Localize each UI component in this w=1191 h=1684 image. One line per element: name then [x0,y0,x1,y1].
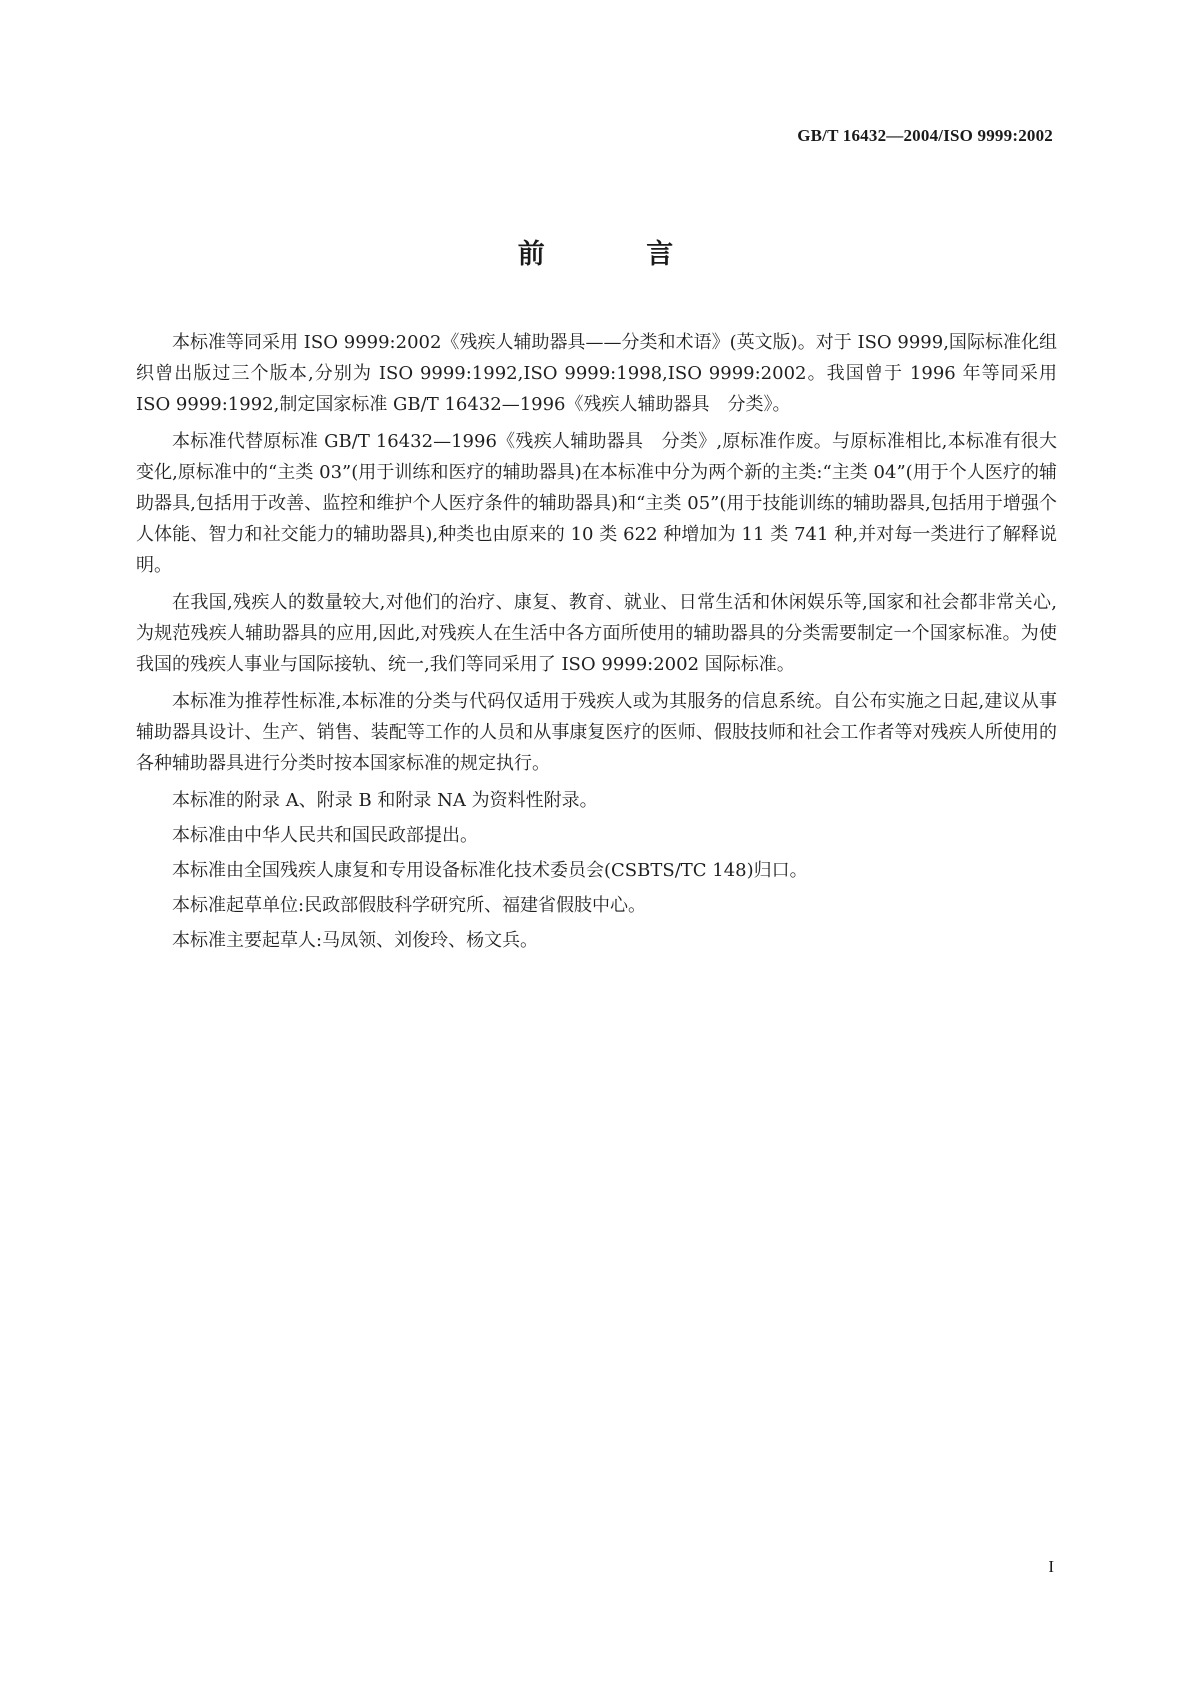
paragraph-adoption: 本标准等同采用 ISO 9999:2002《残疾人辅助器具——分类和术语》(英文版)。对于 ISO 9999,国际标准化组织曾出版过三个版本,分别为 ISO 9999:1992,ISO 9999:1998,ISO 9999:2002。我国曾于 1996 年等同采用 ISO 9999:1992,制定国家标准 GB/T 16432—1996《残疾人辅助器具 分类》。 [136,332,1057,415]
document-body [136,327,1057,960]
paragraph-replacement: 本标准代替原标准 GB/T 16432—1996《残疾人辅助器具 分类》,原标准作废。与原标准相比,本标准有很大变化,原标准中的“主类 03”(用于训练和医疗的辅助器具)在本标准中分为两个新的主类:“主类 04”(用于个人医疗的辅助器具,包括用于改善、监控和维护个人医疗条件的辅助器具)和“主类 05”(用于技能训练的辅助器具,包括用于增强个人体能、智力和社交能力的辅助器具),种类也由原来的 10 类 622 种增加为 11 类 741 种,并对每一类进行了解释说明。 [136,431,1057,576]
paragraph-appendices: 本标准的附录 A、附录 B 和附录 NA 为资料性附录。 [172,790,598,811]
paragraph-scope: 本标准为推荐性标准,本标准的分类与代码仅适用于残疾人或为其服务的信息系统。自公布实施之日起,建议从事辅助器具设计、生产、销售、装配等工作的人员和从事康复医疗的医师、假肢技师和社会工作者等对残疾人所使用的各种辅助器具进行分类时按本国家标准的规定执行。 [136,691,1057,774]
paragraph-drafting-unit: 本标准起草单位:民政部假肢科学研究所、福建省假肢中心。 [172,895,647,916]
page-number: I [1048,1557,1054,1576]
paragraph-committee: 本标准由全国残疾人康复和专用设备标准化技术委员会(CSBTS/TC 148)归口。 [172,860,808,881]
paragraph-background: 在我国,残疾人的数量较大,对他们的治疗、康复、教育、就业、日常生活和休闲娱乐等,国家和社会都非常关心,为规范残疾人辅助器具的应用,因此,对残疾人在生活中各方面所使用的辅助器具的分类需要制定一个国家标准。为使我国的残疾人事业与国际接轨、统一,我们等同采用了 ISO 9999:2002 国际标准。 [136,592,1057,675]
paragraph-drafters: 本标准主要起草人:马凤领、刘俊玲、杨文兵。 [172,930,539,951]
paragraph-proposer: 本标准由中华人民共和国民政部提出。 [172,825,478,846]
standard-code: GB/T 16432—2004/ISO 9999:2002 [797,126,1053,145]
standard-code-header [797,126,1053,146]
page-title: 前 言 [517,239,720,270]
